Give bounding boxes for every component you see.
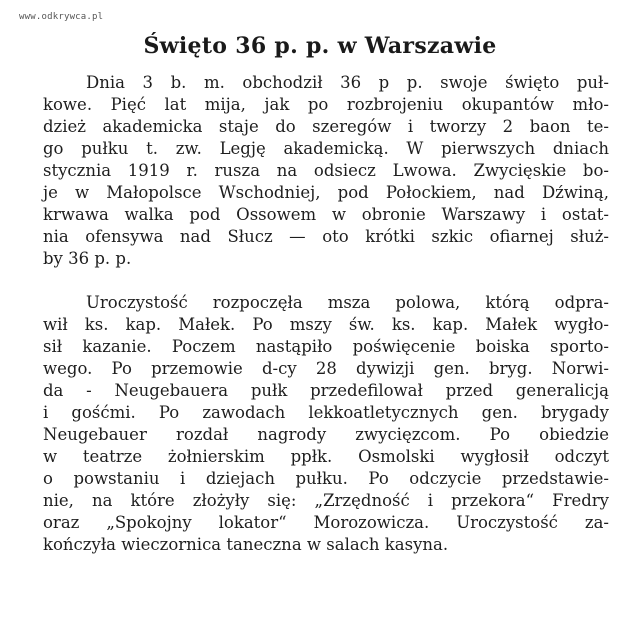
paragraph-1-line: dzież akademicka staje do szeregów i tworzy 2 baon te- <box>43 117 609 136</box>
paragraph-2-line: kończyła wieczornica taneczna w salach kasyna. <box>43 535 449 554</box>
paragraph-2-line: i gośćmi. Po zawodach lekkoatletycznych gen. brygady <box>43 403 609 422</box>
paragraph-2-line: o powstaniu i dziejach pułku. Po odczycie przedstawie- <box>43 469 609 488</box>
paragraph-1-line: je w Małopolsce Wschodniej, pod Połockiem, nad Dźwiną, <box>43 183 609 202</box>
paragraph-2-line: wego. Po przemowie d-cy 28 dywizji gen. bryg. Norwi- <box>43 359 609 378</box>
paragraph-1-line: nia ofensywa nad Słucz — oto krótki szkic ofiarnej służ- <box>43 227 609 246</box>
paragraph-1-line: krwawa walka pod Ossowem w obronie Warszawy i ostat- <box>43 205 609 224</box>
paragraph-1-line: stycznia 1919 r. rusza na odsiecz Lwowa. Zwycięskie bo- <box>43 161 609 180</box>
paragraph-1-line: go pułku t. zw. Legję akademicką. W pierwszych dniach <box>43 139 609 158</box>
paragraph-2-line: Neugebauer rozdał nagrody zwycięzcom. Po obiedzie <box>43 425 609 444</box>
paragraph-2-line: Uroczystość rozpoczęła msza polowa, którą odpra- <box>86 293 609 312</box>
paragraph-2-line: w teatrze żołnierskim ppłk. Osmolski wygłosił odczyt <box>43 447 609 466</box>
paragraph-2-line: nie, na które złożyły się: „Zrzędność i przekora“ Fredry <box>43 491 609 510</box>
article-title: Święto 36 p. p. w Warszawie <box>143 33 497 59</box>
paragraph-2-line: da - Neugebauera pułk przedefilował przed generalicją <box>43 381 609 400</box>
paragraph-1-line: by 36 p. p. <box>43 249 132 268</box>
paragraph-1-line: Dnia 3 b. m. obchodził 36 p p. swoje święto puł- <box>86 73 609 92</box>
paragraph-2-line: oraz „Spokojny lokator“ Morozowicza. Uroczystość za- <box>43 513 609 532</box>
paragraph-1-line: kowe. Pięć lat mija, jak po rozbrojeniu okupantów mło- <box>43 95 609 114</box>
paragraph-2-line: sił kazanie. Poczem nastąpiło poświęcenie boiska sporto- <box>43 337 609 356</box>
paragraph-2-line: wił ks. kap. Małek. Po mszy św. ks. kap. Małek wygło- <box>43 315 609 334</box>
watermark: www.odkrywca.pl <box>19 12 104 22</box>
